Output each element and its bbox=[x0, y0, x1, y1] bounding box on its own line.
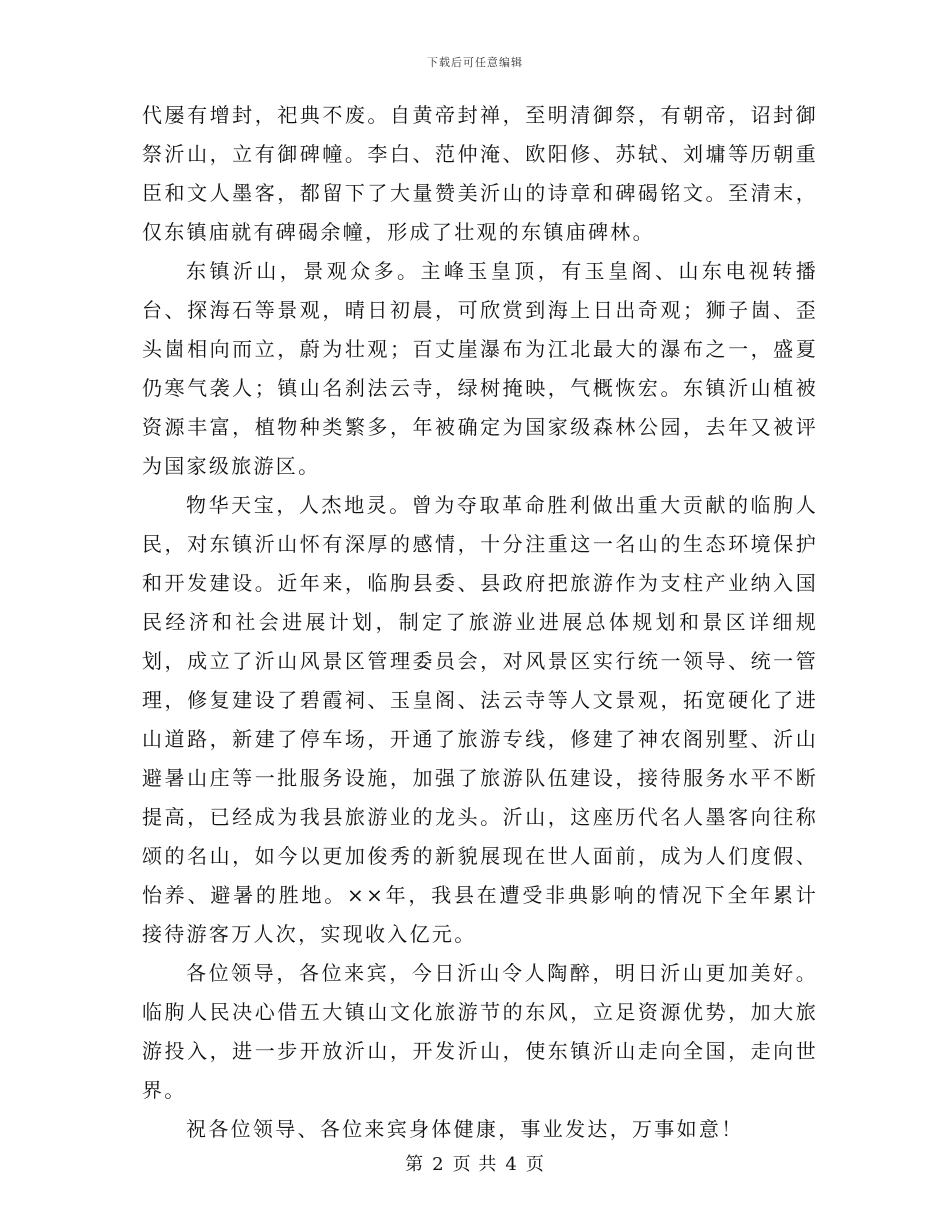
paragraph-3: 物华天宝，人杰地灵。曾为夺取革命胜利做出重大贡献的临朐人民，对东镇沂山怀有深厚的感情，十分注重这一名山的生态环境保护和开发建设。近年来，临朐县委、县政府把旅游作为支柱产业纳入国民经济和社会进展计划，制定了旅游业进展总体规划和景区详细规划，成立了沂山风景区管理委员会，对风景区实行统一领导、统一管理，修复建设了碧霞祠、玉皇阁、法云寺等人文景观，拓宽硬化了进山道路，新建了停车场，开通了旅游专线，修建了神农阁别墅、沂山避暑山庄等一批服务设施，加强了旅游队伍建设，接待服务水平不断提高，已经成为我县旅游业的龙头。沂山，这座历代名人墨客向往称颂的名山，如今以更加俊秀的新貌展现在世人面前，成为人们度假、怡养、避暑的胜地。××年，我县在遭受非典影响的情况下全年累计接待游客万人次，实现收入亿元。 bbox=[142, 493, 818, 946]
page-header: 下载后可任意编辑 bbox=[427, 56, 523, 69]
footer-page-number: 2 bbox=[432, 1154, 445, 1175]
paragraph-1: 代屡有增封，祀典不废。自黄帝封禅，至明清御祭，有朝帝，诏封御祭沂山，立有御碑幢。李白、范仲淹、欧阳修、苏轼、刘墉等历朝重臣和文人墨客，都留下了大量赞美沂山的诗章和碑碣铭文。至清末，仅东镇庙就有碑碣余幢，形成了壮观的东镇庙碑林。 bbox=[142, 103, 818, 244]
paragraph-2: 东镇沂山，景观众多。主峰玉皇顶，有玉皇阁、山东电视转播台、探海石等景观，晴日初晨，可欣赏到海上日出奇观；狮子崮、歪头崮相向而立，蔚为壮观；百丈崖瀑布为江北最大的瀑布之一，盛夏仍寒气袭人；镇山名刹法云寺，绿树掩映，气概恢宏。东镇沂山植被资源丰富，植物种类繁多，年被确定为国家级森林公园，去年又被评为国家级旅游区。 bbox=[142, 259, 818, 478]
footer-suffix: 页 bbox=[525, 1154, 545, 1175]
paragraph-5: 祝各位领导、各位来宾身体健康，事业发达，万事如意！ bbox=[186, 1117, 744, 1141]
footer-middle: 页 共 bbox=[452, 1154, 498, 1175]
page-footer bbox=[0, 1150, 950, 1176]
footer-prefix: 第 bbox=[405, 1154, 425, 1175]
paragraph-4: 各位领导，各位来宾，今日沂山令人陶醉，明日沂山更加美好。临朐人民决心借五大镇山文化旅游节的东风，立足资源优势，加大旅游投入，进一步开放沂山，开发沂山，使东镇沂山走向全国，走向世界。 bbox=[142, 961, 818, 1102]
footer-total-pages: 4 bbox=[505, 1154, 518, 1175]
document-body bbox=[142, 96, 818, 1149]
